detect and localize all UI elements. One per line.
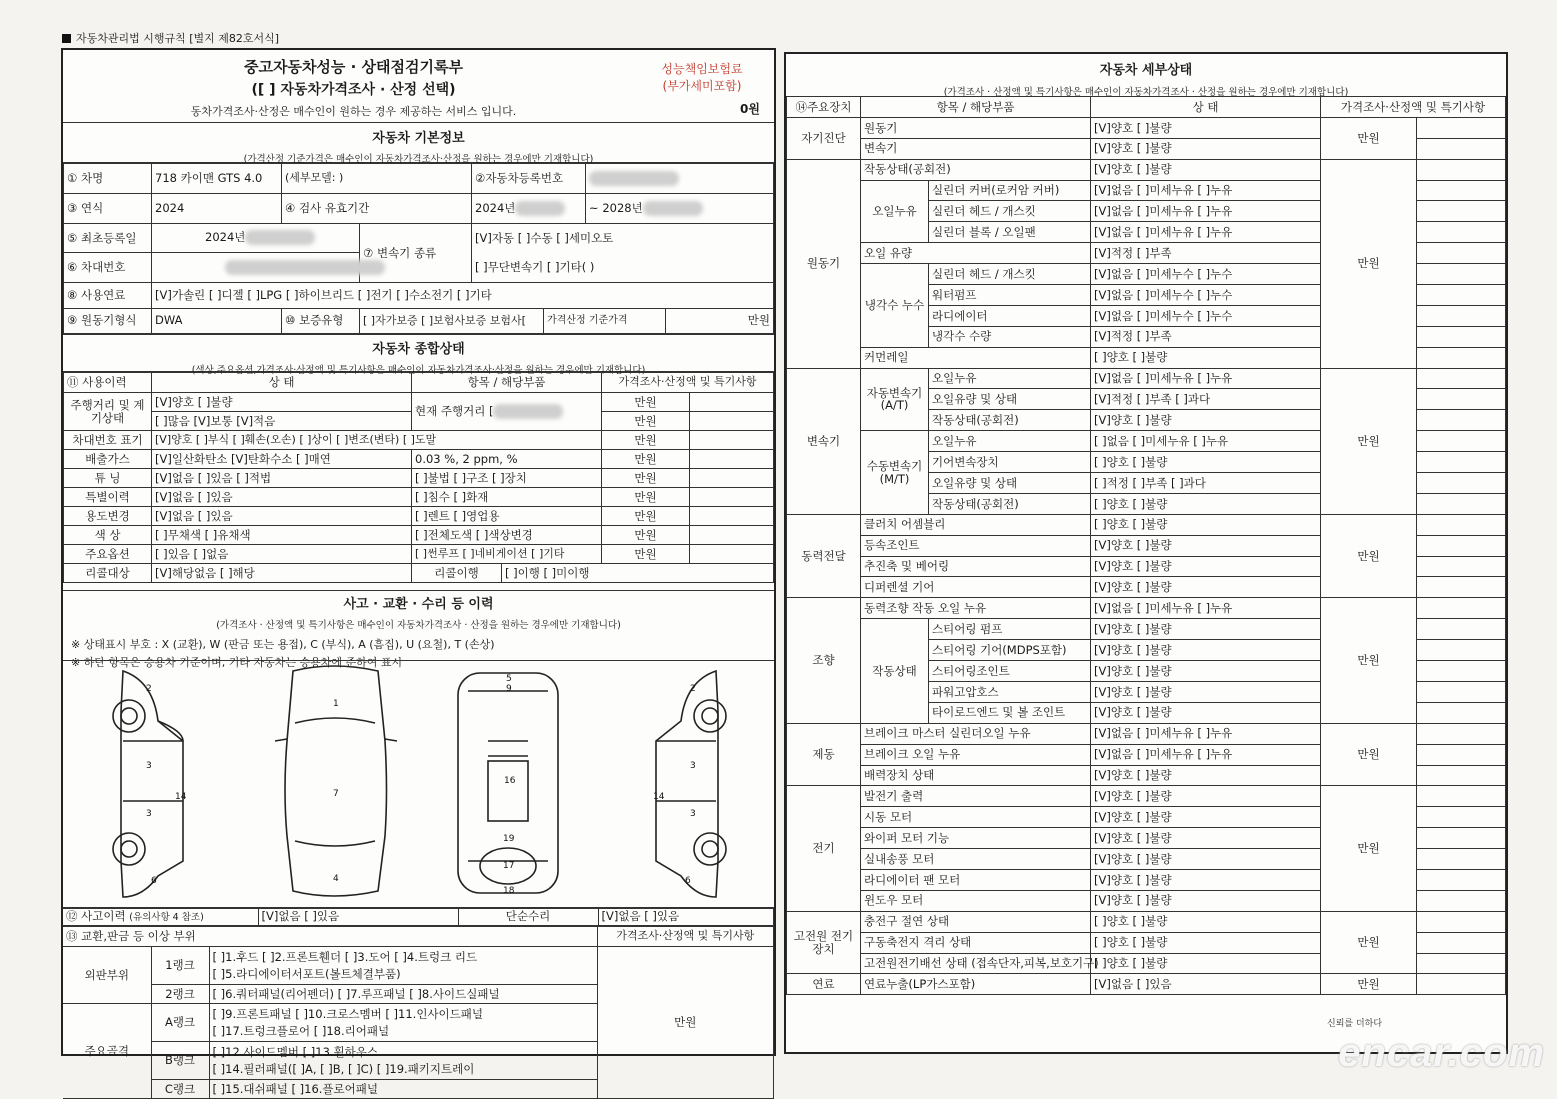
detail-item: 변속기 bbox=[861, 138, 1091, 159]
detail-state: [V]양호 [ ]불량 bbox=[1091, 869, 1321, 890]
detail-item: 작동상태(공회전) bbox=[929, 493, 1091, 514]
detail-item: 클러치 어셈블리 bbox=[861, 514, 1091, 535]
svg-text:3: 3 bbox=[690, 761, 696, 771]
detail-state: [V]양호 [ ]불량 bbox=[1091, 117, 1321, 138]
overall-table: ⑪ 사용이력 상 태 항목 / 해당부품 가격조사·산정액 및 특기사항 주행거리 및 계기상태 [V]양호 [ ]불량 현재 주행거리 [ 만원 [ ]많음 [V]보통 [V]적음 만원 차대번호 표기 [V]양호 [ ]부식 [ ]훼손(오손) [ ]상이 [ ]변조(변타) [ ]도말 만원 배출가스 [V]일산화탄소 [V]탄화수소 [ ]매연 0.03 %, 2 ppm, % 만원 튜 닝 [V]없음 [ ]있음 [ ]적법 [ ]불법 [ ]구조 [ ]장치 만원 특별이력 [V]없음 [ ]있음 [ ]침수 [ ]화재 만원 용도변경 [V]없음 [ ]있음 [ ]렌트 [ ]영업용 만원 색 상 [ ]무채색 [ ]유채색 [ ]전체도색 [ ]색상변경 만원 주요옵션 [ ]있음 [ ]없음 [ ]썬루프 [ ]네비게이션 [ ]기타 만원 리콜대상 [V]해당없음 [ ]해당 리콜이행 [ ]이행 [ ]미이행 bbox=[63, 372, 774, 583]
detail-item: 연료누출(LP가스포함) bbox=[861, 974, 1091, 995]
overall-row-state: [V]없음 [ ]있음 bbox=[152, 488, 412, 507]
form-title: 중고자동차성능 · 상태점검기록부 bbox=[243, 58, 463, 76]
form-subtitle: ([ ] 자동차가격조사 · 산정 선택) bbox=[251, 82, 456, 98]
detail-note bbox=[1417, 243, 1506, 264]
detail-item: 발전기 출력 bbox=[861, 786, 1091, 807]
detail-item: 파워고압호스 bbox=[929, 681, 1091, 702]
detail-state: [ ]적정 [ ]부족 [ ]과다 bbox=[1091, 473, 1321, 494]
detail-item: 작동상태(공회전) bbox=[929, 410, 1091, 431]
overall-row-label: 색 상 bbox=[64, 526, 152, 545]
detail-row bbox=[787, 911, 1506, 932]
detail-price-unit: 만원 bbox=[1321, 368, 1417, 514]
detail-state: [V]양호 [ ]불량 bbox=[1091, 786, 1321, 807]
overall-row-item: [ ]썬루프 [ ]네비게이션 [ ]기타 bbox=[412, 545, 602, 564]
detail-group-label: 원동기 bbox=[787, 159, 861, 368]
detail-item: 오일유량 및 상태 bbox=[929, 473, 1091, 494]
detail-item: 동력조향 작동 오일 누유 bbox=[861, 598, 1091, 619]
svg-text:2: 2 bbox=[690, 684, 696, 694]
detail-note bbox=[1417, 473, 1506, 494]
detail-group-label: 전기 bbox=[787, 786, 861, 911]
insurance-label: 성능책임보험료 (부가세미포함) bbox=[661, 62, 743, 93]
simple-repair-label: 단순수리 bbox=[458, 908, 598, 926]
overall-row-label: 리콜대상 bbox=[64, 564, 152, 583]
detail-note bbox=[1417, 180, 1506, 201]
detail-group-label: 연료 bbox=[787, 974, 861, 995]
detail-note bbox=[1417, 514, 1506, 535]
detail-item: 오일 유량 bbox=[861, 243, 1091, 264]
detail-subgroup-label: 작동상태 bbox=[861, 619, 929, 723]
detail-note bbox=[1417, 201, 1506, 222]
rank-label: B랭크 bbox=[151, 1042, 209, 1080]
overall-row-label: 특별이력 bbox=[64, 488, 152, 507]
detail-item: 기어변속장치 bbox=[929, 452, 1091, 473]
exchange-table bbox=[63, 926, 774, 1099]
detail-state: [ ]양호 [ ]불량 bbox=[1091, 953, 1321, 974]
engine-value: DWA bbox=[152, 308, 282, 333]
insurance-value: 0원 bbox=[740, 102, 760, 116]
svg-text:3: 3 bbox=[146, 761, 152, 771]
detail-item: 와이퍼 모터 기능 bbox=[861, 828, 1091, 849]
outer-panel-label: 외판부위 bbox=[63, 947, 151, 1004]
detail-state: [V]양호 [ ]불량 bbox=[1091, 828, 1321, 849]
detail-price-unit: 만원 bbox=[1321, 786, 1417, 911]
overall-row-item: [ ]침수 [ ]화재 bbox=[412, 488, 602, 507]
detail-note bbox=[1417, 786, 1506, 807]
detail-group-label: 동력전달 bbox=[787, 514, 861, 598]
detail-state: [V]양호 [ ]불량 bbox=[1091, 410, 1321, 431]
detail-header: 자동차 세부상태 (가격조사 · 산정액 및 특기사항은 매수인이 자동차가격조사 · 산정을 원하는 경우에만 기재합니다) bbox=[943, 63, 1349, 98]
detail-state: [V]없음 [ ]있음 bbox=[1091, 974, 1321, 995]
overall-row-label: 주요옵션 bbox=[64, 545, 152, 564]
detail-item: 스티어링 기어(MDPS포함) bbox=[929, 640, 1091, 661]
detail-row bbox=[787, 974, 1506, 995]
detail-item: 윈도우 모터 bbox=[861, 890, 1091, 911]
svg-text:6: 6 bbox=[151, 876, 157, 886]
rank-items: [ ]15.대쉬패널 [ ]16.플로어패널 bbox=[209, 1080, 597, 1099]
detail-state: [V]적정 [ ]부족 bbox=[1091, 326, 1321, 347]
rank-items: [ ]6.쿼터패널(리어펜더) [ ]7.루프패널 [ ]8.사이드실패널 bbox=[209, 985, 597, 1004]
car-name-label: ① 차명 bbox=[64, 164, 152, 194]
detail-note bbox=[1417, 431, 1506, 452]
basic-info-table bbox=[63, 163, 774, 334]
reg-no-label: ②자동차등록번호 bbox=[472, 164, 586, 194]
detail-note bbox=[1417, 869, 1506, 890]
transmission-options-2: [ ]무단변속기 [ ]기타( ) bbox=[472, 253, 774, 283]
detail-state: [V]없음 [ ]미세누유 [ ]누유 bbox=[1091, 598, 1321, 619]
detail-row bbox=[787, 598, 1506, 619]
fuel-label: ⑧ 사용연료 bbox=[64, 283, 152, 308]
detail-item: 작동상태(공회전) bbox=[861, 159, 1091, 180]
legend-symbols: ※ 상태표시 부호 : X (교환), W (판금 또는 용접), C (부식), A (흠집), U (요철), T (손상) bbox=[71, 638, 495, 651]
overall-row-state: [V]양호 [ ]부식 [ ]훼손(오손) [ ]상이 [ ]변조(변타) [ ]도말 bbox=[152, 431, 602, 450]
first-reg-value: 2024년 bbox=[152, 223, 360, 253]
detail-note bbox=[1417, 619, 1506, 640]
detail-state: [ ]없음 [ ]미세누유 [ ]누유 bbox=[1091, 431, 1321, 452]
detail-state: [ ]양호 [ ]불량 bbox=[1091, 932, 1321, 953]
detail-note bbox=[1417, 640, 1506, 661]
detail-state: [V]없음 [ ]미세누유 [ ]누유 bbox=[1091, 201, 1321, 222]
detail-col-header: 항목 / 해당부품 bbox=[861, 97, 1091, 118]
detail-note bbox=[1417, 953, 1506, 974]
detail-note bbox=[1417, 911, 1506, 932]
detail-group-label: 고전원 전기장치 bbox=[787, 911, 861, 974]
detail-item: 실린더 헤드 / 개스킷 bbox=[929, 264, 1091, 285]
detail-item: 커먼레일 bbox=[861, 347, 1091, 368]
detail-state: [V]양호 [ ]불량 bbox=[1091, 702, 1321, 723]
detail-state: [V]양호 [ ]불량 bbox=[1091, 807, 1321, 828]
detail-row bbox=[787, 723, 1506, 744]
detail-model: (세부모델: ) bbox=[282, 164, 472, 194]
detail-state: [ ]양호 [ ]불량 bbox=[1091, 514, 1321, 535]
accident-history-label: ⑫ 사고이력 (유의사항 4 참조) bbox=[63, 908, 258, 926]
detail-note bbox=[1417, 159, 1506, 180]
detail-note bbox=[1417, 744, 1506, 765]
fuel-options: [V]가솔린 [ ]디젤 [ ]LPG [ ]하이브리드 [ ]전기 [ ]수소전기 [ ]기타 bbox=[152, 283, 774, 308]
transmission-options-1: [V]자동 [ ]수동 [ ]세미오토 bbox=[472, 223, 774, 253]
detail-state: [V]양호 [ ]불량 bbox=[1091, 577, 1321, 598]
detail-state: [ ]양호 [ ]불량 bbox=[1091, 911, 1321, 932]
detail-item: 디퍼렌셜 기어 bbox=[861, 577, 1091, 598]
detail-state: [V]양호 [ ]불량 bbox=[1091, 681, 1321, 702]
detail-state: [V]양호 [ ]불량 bbox=[1091, 890, 1321, 911]
detail-state: [V]없음 [ ]미세누유 [ ]누유 bbox=[1091, 222, 1321, 243]
svg-text:6: 6 bbox=[685, 876, 691, 886]
valid-from: 2024년 bbox=[472, 193, 586, 223]
detail-note bbox=[1417, 389, 1506, 410]
detail-item: 충전구 절연 상태 bbox=[861, 911, 1091, 932]
detail-item: 스티어링 펌프 bbox=[929, 619, 1091, 640]
detail-group-label: 조향 bbox=[787, 598, 861, 723]
detail-item: 라디에이터 팬 모터 bbox=[861, 869, 1091, 890]
rank-label: A랭크 bbox=[151, 1004, 209, 1042]
year-label: ③ 연식 bbox=[64, 193, 152, 223]
form-title-block bbox=[63, 50, 774, 123]
price-basis-unit: 만원 bbox=[666, 308, 774, 333]
overall-row-label: 주행거리 및 계기상태 bbox=[64, 393, 152, 431]
exchange-price-unit: 만원 bbox=[597, 947, 774, 1099]
vin-label: ⑥ 차대번호 bbox=[64, 253, 152, 283]
detail-note bbox=[1417, 556, 1506, 577]
detail-state: [V]적정 [ ]부족 [ ]과다 bbox=[1091, 389, 1321, 410]
detail-subgroup-label: 수동변속기 (M/T) bbox=[861, 431, 929, 515]
exchange-header: ⑬ 교환,판금 등 이상 부위 bbox=[63, 927, 597, 947]
rank-items: [ ]1.후드 [ ]2.프론트휀더 [ ]3.도어 [ ]4.트렁크 리드 [ ]5.라디에이터서포트(볼트체결부품) bbox=[209, 947, 597, 985]
detail-note bbox=[1417, 368, 1506, 389]
detail-state: [ ]양호 [ ]불량 bbox=[1091, 347, 1321, 368]
detail-item: 등속조인트 bbox=[861, 535, 1091, 556]
detail-state: [ ]양호 [ ]불량 bbox=[1091, 493, 1321, 514]
detail-state: [V]양호 [ ]불량 bbox=[1091, 138, 1321, 159]
svg-text:3: 3 bbox=[146, 809, 152, 819]
engine-label: ⑨ 원동기형식 bbox=[64, 308, 152, 333]
detail-item: 구동축전지 격리 상태 bbox=[861, 932, 1091, 953]
detail-note bbox=[1417, 681, 1506, 702]
detail-item: 추진축 및 베어링 bbox=[861, 556, 1091, 577]
vin-value bbox=[152, 253, 360, 283]
detail-note bbox=[1417, 723, 1506, 744]
detail-state: [V]없음 [ ]미세누유 [ ]누유 bbox=[1091, 368, 1321, 389]
left-form-panel bbox=[61, 48, 776, 1096]
detail-note bbox=[1417, 305, 1506, 326]
detail-note bbox=[1417, 765, 1506, 786]
detail-state: [V]없음 [ ]미세누유 [ ]누유 bbox=[1091, 723, 1321, 744]
svg-text:14: 14 bbox=[175, 792, 187, 802]
legal-reference: 자동차관리법 시행규칙 [별지 제82호서식] bbox=[62, 30, 279, 46]
overall-header: 자동차 종합상태 (색상,주요옵션,가격조사·산정액 및 특기사항은 매수인이 자동차가격조사·산정을 원하는 경우에만 기재합니다) bbox=[63, 334, 774, 372]
detail-item: 원동기 bbox=[861, 117, 1091, 138]
detail-item: 타이로드엔드 및 볼 조인트 bbox=[929, 702, 1091, 723]
detail-note bbox=[1417, 535, 1506, 556]
svg-text:4: 4 bbox=[333, 874, 339, 884]
form-note: 동차가격조사·산정은 매수인이 원하는 경우 제공하는 서비스 입니다. bbox=[190, 105, 517, 118]
detail-item: 라디에이터 bbox=[929, 305, 1091, 326]
svg-text:18: 18 bbox=[503, 886, 515, 896]
simple-repair-value: [V]없음 [ ]있음 bbox=[598, 908, 774, 926]
detail-item: 냉각수 수량 bbox=[929, 326, 1091, 347]
detail-item: 브레이크 마스터 실린더오일 누유 bbox=[861, 723, 1091, 744]
detail-price-unit: 만원 bbox=[1321, 598, 1417, 723]
detail-state: [V]양호 [ ]불량 bbox=[1091, 765, 1321, 786]
overall-row-state: [ ]있음 [ ]없음 bbox=[152, 545, 412, 564]
detail-group-label: 제동 bbox=[787, 723, 861, 786]
detail-note bbox=[1417, 890, 1506, 911]
recall-done-options: [ ]이행 [ ]미이행 bbox=[502, 564, 774, 583]
detail-item: 실린더 헤드 / 개스킷 bbox=[929, 201, 1091, 222]
detail-item: 오일유량 및 상태 bbox=[929, 389, 1091, 410]
overall-row-state: [ ]무채색 [ ]유채색 bbox=[152, 526, 412, 545]
detail-item: 실린더 블록 / 오일팬 bbox=[929, 222, 1091, 243]
accident-header: 사고 · 교환 · 수리 등 이력 (가격조사 · 산정액 및 특기사항은 매수인이 자동차가격조사 · 산정을 원하는 경우에만 기재합니다) ※ 상태표시 부호 : X (교환), W (판금 또는 용접), C (부식), A (흠집), U (요철), T (손상) ※ 하단 항목은 승용차 기준이며, 기타 자동차는 승용차에 준하여 표시 bbox=[63, 590, 774, 660]
rank-label: 1랭크 bbox=[151, 947, 209, 985]
detail-row bbox=[787, 514, 1506, 535]
detail-state: [V]적정 [ ]부족 bbox=[1091, 243, 1321, 264]
valid-label: ④ 검사 유효기간 bbox=[282, 193, 472, 223]
svg-text:2: 2 bbox=[146, 684, 152, 694]
detail-note bbox=[1417, 807, 1506, 828]
overall-col-item: 항목 / 해당부품 bbox=[412, 373, 602, 393]
overall-row-item: [ ]전체도색 [ ]색상변경 bbox=[412, 526, 602, 545]
overall-row-state: [V]해당없음 [ ]해당 bbox=[152, 564, 412, 583]
detail-state: [V]양호 [ ]불량 bbox=[1091, 640, 1321, 661]
detail-group-label: 자기진단 bbox=[787, 117, 861, 159]
detail-state: [V]양호 [ ]불량 bbox=[1091, 535, 1321, 556]
overall-col-state: 상 태 bbox=[152, 373, 412, 393]
svg-text:5: 5 bbox=[506, 674, 512, 684]
accident-history-value: [V]없음 [ ]있음 bbox=[258, 908, 458, 926]
warranty-options: [ ]자가보증 [ ]보험사보증 보험사[ bbox=[360, 308, 544, 333]
warranty-label: ⑩ 보증유형 bbox=[282, 308, 360, 333]
reg-no-value bbox=[586, 164, 774, 194]
detail-note bbox=[1417, 410, 1506, 431]
detail-item: 오일누유 bbox=[929, 431, 1091, 452]
overall-row-item: 0.03 %, 2 ppm, % bbox=[412, 450, 602, 469]
detail-state: [V]양호 [ ]불량 bbox=[1091, 849, 1321, 870]
accident-history-row bbox=[63, 907, 774, 926]
detail-note bbox=[1417, 222, 1506, 243]
rank-items: [ ]12.사이드멤버 [ ]13.휠하우스 [ ]14.필러패널([ ]A, [ ]B, [ ]C) [ ]19.패키지트레이 bbox=[209, 1042, 597, 1080]
detail-item: 실린더 커버(로커암 커버) bbox=[929, 180, 1091, 201]
overall-row-state: [V]양호 [ ]불량 bbox=[152, 393, 412, 412]
detail-note bbox=[1417, 264, 1506, 285]
overall-col-usage: ⑪ 사용이력 bbox=[64, 373, 152, 393]
overall-row-state: [V]없음 [ ]있음 bbox=[152, 507, 412, 526]
detail-price-unit: 만원 bbox=[1321, 117, 1417, 159]
detail-group-label: 변속기 bbox=[787, 368, 861, 514]
detail-subgroup-label: 오일누유 bbox=[861, 180, 929, 243]
rank-label: C랭크 bbox=[151, 1080, 209, 1099]
exchange-price-header: 가격조사·산정액 및 특기사항 bbox=[597, 927, 774, 947]
svg-text:9: 9 bbox=[506, 684, 512, 694]
rank-label: 2랭크 bbox=[151, 985, 209, 1004]
overall-row-item: [ ]렌트 [ ]영업용 bbox=[412, 507, 602, 526]
basic-info-header: 자동차 기본정보 (가격산정 기준가격은 매수인이 자동차가격조사·산정을 원하는 경우에만 기재합니다) bbox=[63, 123, 774, 163]
svg-text:17: 17 bbox=[503, 861, 515, 871]
watermark-tagline: 신뢰를 더하다 bbox=[1327, 1019, 1383, 1029]
svg-text:1: 1 bbox=[333, 699, 339, 709]
detail-note bbox=[1417, 117, 1506, 138]
svg-text:3: 3 bbox=[690, 809, 696, 819]
detail-note bbox=[1417, 932, 1506, 953]
encar-watermark: encar.com bbox=[1338, 1031, 1545, 1075]
right-detail-panel bbox=[784, 52, 1508, 1054]
overall-row-label: 튜 닝 bbox=[64, 469, 152, 488]
detail-state: [V]없음 [ ]미세누유 [ ]누유 bbox=[1091, 180, 1321, 201]
detail-note bbox=[1417, 452, 1506, 473]
recall-done-label: 리콜이행 bbox=[412, 564, 502, 583]
price-basis-label: 가격산정 기준가격 bbox=[544, 308, 666, 333]
overall-row-state-2: [ ]많음 [V]보통 [V]적음 bbox=[152, 412, 412, 431]
detail-item: 실내송풍 모터 bbox=[861, 849, 1091, 870]
detail-item: 배력장치 상태 bbox=[861, 765, 1091, 786]
detail-subgroup-label: 자동변속기 (A/T) bbox=[861, 368, 929, 431]
valid-to: ~ 2028년 bbox=[586, 193, 774, 223]
detail-state: [V]양호 [ ]불량 bbox=[1091, 159, 1321, 180]
detail-price-unit: 만원 bbox=[1321, 974, 1417, 995]
detail-state: [V]양호 [ ]불량 bbox=[1091, 661, 1321, 682]
detail-item: 오일누유 bbox=[929, 368, 1091, 389]
detail-note bbox=[1417, 138, 1506, 159]
detail-price-unit: 만원 bbox=[1321, 514, 1417, 598]
detail-item: 스티어링조인트 bbox=[929, 661, 1091, 682]
rank-items: [ ]9.프론트패널 [ ]10.크로스멤버 [ ]11.인사이드패널 [ ]17.트렁크플로어 [ ]18.리어패널 bbox=[209, 1004, 597, 1042]
detail-note bbox=[1417, 849, 1506, 870]
detail-state: [V]양호 [ ]불량 bbox=[1091, 619, 1321, 640]
detail-price-unit: 만원 bbox=[1321, 159, 1417, 368]
detail-table bbox=[786, 96, 1506, 995]
detail-row bbox=[787, 117, 1506, 138]
svg-text:16: 16 bbox=[504, 776, 516, 786]
overall-row-state: [V]일산화탄소 [V]탄화수소 [ ]매연 bbox=[152, 450, 412, 469]
detail-item: 워터펌프 bbox=[929, 285, 1091, 306]
detail-note bbox=[1417, 828, 1506, 849]
detail-state: [V]없음 [ ]미세누수 [ ]누수 bbox=[1091, 305, 1321, 326]
detail-col-header: 상 태 bbox=[1091, 97, 1321, 118]
detail-state: [ ]양호 [ ]불량 bbox=[1091, 452, 1321, 473]
detail-note bbox=[1417, 974, 1506, 995]
detail-note bbox=[1417, 598, 1506, 619]
legend-note: ※ 하단 항목은 승용차 기준이며, 기타 자동차는 승용차에 준하여 표시 bbox=[71, 656, 403, 669]
transmission-label: ⑦ 변속기 종류 bbox=[360, 223, 472, 283]
overall-row-item: [ ]불법 [ ]구조 [ ]장치 bbox=[412, 469, 602, 488]
first-reg-label: ⑤ 최초등록일 bbox=[64, 223, 152, 253]
detail-note bbox=[1417, 661, 1506, 682]
detail-row bbox=[787, 159, 1506, 180]
detail-note bbox=[1417, 493, 1506, 514]
svg-text:19: 19 bbox=[503, 834, 515, 844]
detail-row bbox=[787, 786, 1506, 807]
overall-row-label: 배출가스 bbox=[64, 450, 152, 469]
detail-state: [V]없음 [ ]미세누수 [ ]누수 bbox=[1091, 285, 1321, 306]
year-value: 2024 bbox=[152, 193, 282, 223]
overall-col-price: 가격조사·산정액 및 특기사항 bbox=[602, 373, 774, 393]
detail-col-header: ⑭주요장치 bbox=[787, 97, 861, 118]
detail-state: [V]없음 [ ]미세누수 [ ]누수 bbox=[1091, 264, 1321, 285]
detail-item: 브레이크 오일 누유 bbox=[861, 744, 1091, 765]
detail-subgroup-label: 냉각수 누수 bbox=[861, 264, 929, 348]
detail-state: [V]양호 [ ]불량 bbox=[1091, 556, 1321, 577]
car-diagrams-svg bbox=[63, 661, 776, 908]
detail-note bbox=[1417, 702, 1506, 723]
car-damage-diagram bbox=[63, 660, 774, 909]
svg-text:14: 14 bbox=[653, 792, 665, 802]
detail-price-unit: 만원 bbox=[1321, 723, 1417, 786]
overall-row-label: 차대번호 표기 bbox=[64, 431, 152, 450]
detail-col-header: 가격조사·산정액 및 특기사항 bbox=[1321, 97, 1506, 118]
detail-item: 고전원전기배선 상태 (접속단자,피복,보호기구) bbox=[861, 953, 1091, 974]
detail-note bbox=[1417, 347, 1506, 368]
car-name-value: 718 카이맨 GTS 4.0 bbox=[152, 164, 282, 194]
detail-state: [V]없음 [ ]미세누유 [ ]누유 bbox=[1091, 744, 1321, 765]
detail-note bbox=[1417, 326, 1506, 347]
frame-label: 주요골격 bbox=[63, 1004, 151, 1099]
detail-item: 시동 모터 bbox=[861, 807, 1091, 828]
detail-note bbox=[1417, 577, 1506, 598]
svg-text:7: 7 bbox=[333, 789, 339, 799]
overall-row-label: 용도변경 bbox=[64, 507, 152, 526]
detail-row bbox=[787, 368, 1506, 389]
detail-price-unit: 만원 bbox=[1321, 911, 1417, 974]
overall-row-state: [V]없음 [ ]있음 [ ]적법 bbox=[152, 469, 412, 488]
current-mileage: 현재 주행거리 [ bbox=[412, 393, 602, 431]
detail-note bbox=[1417, 285, 1506, 306]
